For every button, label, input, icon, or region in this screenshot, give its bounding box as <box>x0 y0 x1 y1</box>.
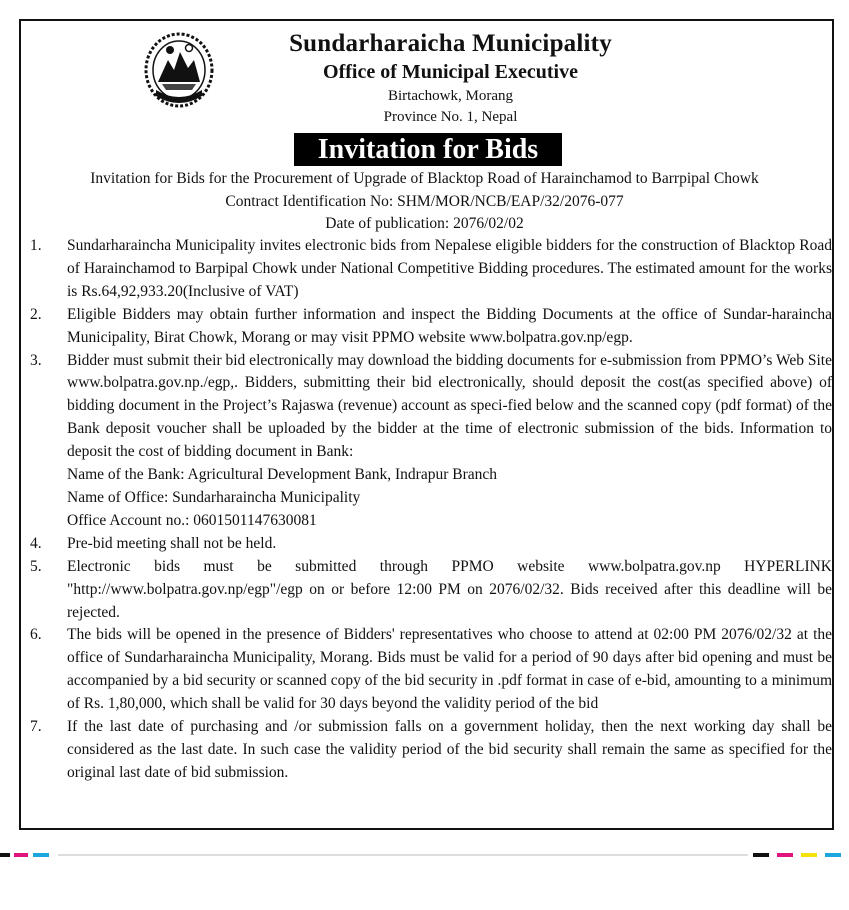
procurement-subject: Invitation for Bids for the Procurement of Upgrade of Blacktop Road of Harainchamod to Barrpipal Chowk <box>90 170 759 187</box>
address-line: Birtachowk, Morang <box>388 88 513 104</box>
list-item <box>30 624 832 716</box>
item-text: Eligible Bidders may obtain further information and inspect the Bidding Documents at the office of Sundar-haraincha Municipality, Birat Chowk, Morang or may visit PPMO website www.bolpatra.gov.np/egp. <box>67 305 832 346</box>
bank-name: Name of the Bank: Agricultural Development Bank, Indrapur Branch <box>67 466 497 484</box>
list-item <box>30 716 832 785</box>
list-item <box>30 235 832 304</box>
print-mark-cyan <box>33 853 49 857</box>
publication-date: Date of publication: 2076/02/02 <box>325 215 524 232</box>
item-number: 5. <box>30 557 42 575</box>
contract-id: Contract Identification No: SHM/MOR/NCB/EAP/32/2076-077 <box>225 193 624 210</box>
province-line: Province No. 1, Nepal <box>383 109 518 125</box>
print-mark-magenta <box>14 853 28 857</box>
municipality-title: Sundarharaicha Municipality <box>289 30 612 57</box>
item-number: 3. <box>30 351 42 369</box>
office-account: Office Account no.: 0601501147630081 <box>67 511 317 529</box>
print-mark-black <box>0 853 10 857</box>
bid-clauses-list <box>30 235 832 785</box>
item-text: Electronic bids must be submitted through PPMO website www.bolpatra.gov.np HYPERLINK "http://www.bolpatra.gov.np/egp"/egp on or before 12:00 PM on 2076/02/32. Bids received after this deadline will be rejected. <box>67 557 832 621</box>
item-text: Sundarharaincha Municipality invites electronic bids from Nepalese eligible bidders for the construction of Blacktop Road of Harainchamod to Barpipal Chowk under National Competitive Bidding procedures. The estimated amount for the works is Rs.64,92,933.20(Inclusive of VAT) <box>67 237 832 300</box>
item-number: 1. <box>30 237 42 254</box>
item-text: Pre-bid meeting shall not be held. <box>67 534 277 552</box>
item-number: 2. <box>30 305 42 323</box>
list-item <box>30 304 832 350</box>
print-mark-cyan <box>825 853 841 857</box>
office-name: Name of Office: Sundarharaincha Municipality <box>67 488 361 506</box>
print-guide-line <box>58 854 748 856</box>
item-text: The bids will be opened in the presence of Bidders' representatives who choose to attend at 02:00 PM 2076/02/32 at the office of Sundarharaincha Municipality, Morang. Bids must be valid for a period of 90 days after bid opening and must be accompanied by a bid security or scanned copy of the bid security in .pdf format in case of e-bid, amounting to a minimum of Rs. 1,80,000, which shall be valid for 30 days beyond the validity period of the bid <box>67 626 832 713</box>
item-number: 6. <box>30 626 42 644</box>
print-mark-magenta <box>777 853 793 857</box>
item-number: 4. <box>30 534 42 552</box>
office-title: Office of Municipal Executive <box>323 61 578 83</box>
list-item <box>30 556 832 625</box>
item-text: If the last date of purchasing and /or submission falls on a government holiday, then the next working day shall be considered as the last date. In such case the validity period of the bid security shall remain the same as specified for the original last date of bid submission. <box>67 718 832 781</box>
print-mark-black <box>753 853 769 857</box>
list-item <box>30 350 832 533</box>
print-mark-yellow <box>801 853 817 857</box>
invitation-banner: Invitation for Bids <box>294 133 562 166</box>
item-number: 7. <box>30 718 42 736</box>
item-text: Bidder must submit their bid electronically may download the bidding documents for e-submission from PPMO’s Web Site www.bolpatra.gov.np./egp,. Bidders, submitting their bid electronically, should deposit the cost(as specified above) of bidding document in the Project’s Rajaswa (revenue) account as speci-fied below and the scanned copy (pdf format) of the Bank deposit voucher shall be uploaded by the bidder at the time of electronic submission of the bids. Information to deposit the cost of bidding document in Bank: <box>67 351 832 461</box>
list-item <box>30 533 832 556</box>
